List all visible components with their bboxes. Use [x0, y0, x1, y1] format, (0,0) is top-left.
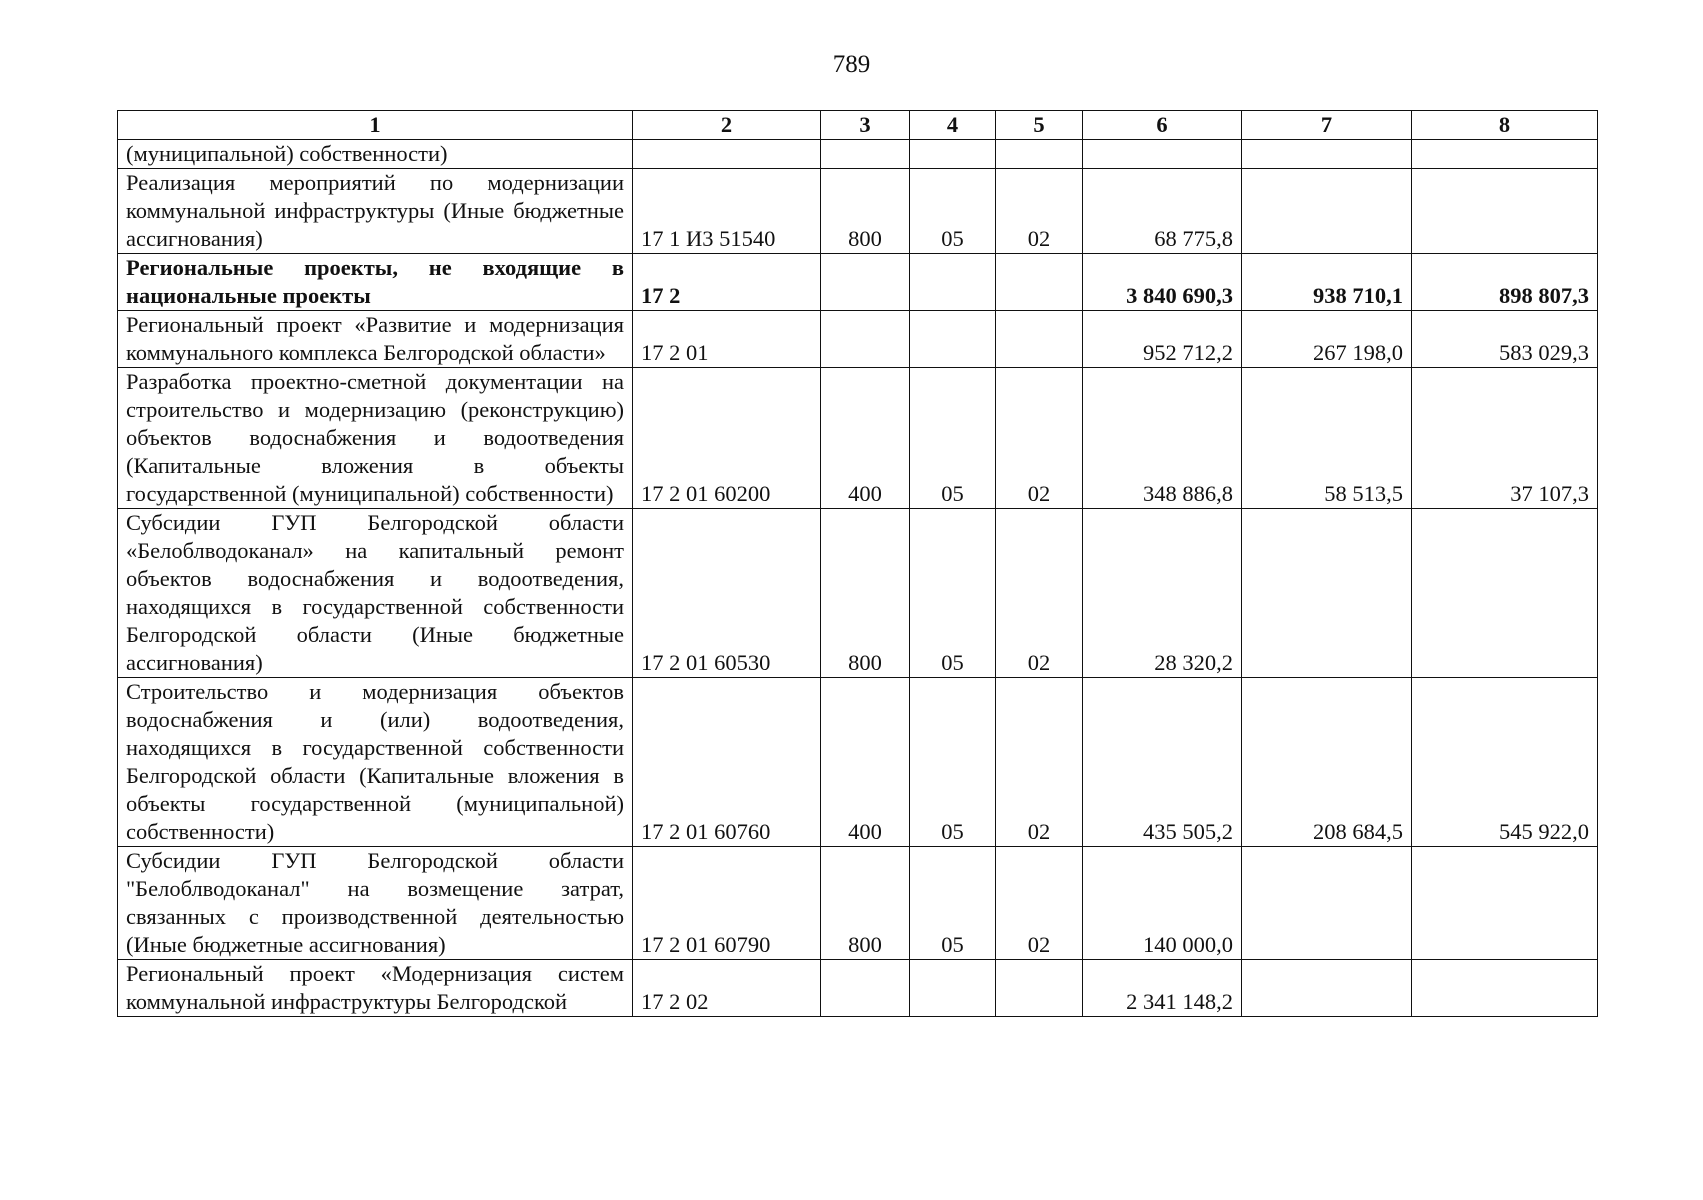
- row-col-5: 02: [996, 368, 1083, 509]
- row-col-3: 400: [821, 368, 910, 509]
- budget-table: [117, 110, 1598, 1017]
- header-row: [118, 111, 1598, 140]
- row-col-7: [1242, 169, 1412, 254]
- row-col-4: 05: [910, 678, 996, 847]
- row-code: 17 2 02: [633, 960, 821, 1017]
- row-col-5: [996, 960, 1083, 1017]
- table-row: [118, 368, 1598, 509]
- row-col-6: 28 320,2: [1083, 509, 1242, 678]
- row-name: Разработка проектно-сметной документации на строительство и модернизацию (реконструкцию) объектов водоснабжения и водоотведения (Капитальные вложения в объекты государственной (муниципальной) собственности): [118, 368, 633, 509]
- row-col-7: [1242, 847, 1412, 960]
- row-col-5: [996, 311, 1083, 368]
- row-col-4: [910, 254, 996, 311]
- row-col-3: [821, 254, 910, 311]
- row-col-4: 05: [910, 368, 996, 509]
- row-code: 17 2 01 60530: [633, 509, 821, 678]
- row-col-6: [1083, 140, 1242, 169]
- row-col-7: 58 513,5: [1242, 368, 1412, 509]
- row-name: Реализация мероприятий по модернизации коммунальной инфраструктуры (Иные бюджетные ассигнования): [118, 169, 633, 254]
- row-col-7: [1242, 960, 1412, 1017]
- row-col-6: 952 712,2: [1083, 311, 1242, 368]
- row-col-8: 583 029,3: [1412, 311, 1598, 368]
- row-col-6: 140 000,0: [1083, 847, 1242, 960]
- header-col-4: 4: [910, 111, 996, 140]
- row-name: (муниципальной) собственности): [118, 140, 633, 169]
- row-code: 17 2 01 60790: [633, 847, 821, 960]
- row-col-8: [1412, 847, 1598, 960]
- row-col-6: 348 886,8: [1083, 368, 1242, 509]
- row-col-3: 400: [821, 678, 910, 847]
- row-col-8: [1412, 960, 1598, 1017]
- row-col-5: 02: [996, 509, 1083, 678]
- row-col-3: [821, 311, 910, 368]
- row-col-8: 37 107,3: [1412, 368, 1598, 509]
- row-name: Субсидии ГУП Белгородской области «Белоблводоканал» на капитальный ремонт объектов водоснабжения и водоотведения, находящихся в государственной собственности Белгородской области (Иные бюджетные ассигнования): [118, 509, 633, 678]
- table-row: [118, 847, 1598, 960]
- header-col-5: 5: [996, 111, 1083, 140]
- table-row: [118, 311, 1598, 368]
- row-code: 17 2 01 60200: [633, 368, 821, 509]
- row-col-7: 267 198,0: [1242, 311, 1412, 368]
- table-row: [118, 678, 1598, 847]
- row-col-7: 208 684,5: [1242, 678, 1412, 847]
- row-col-3: [821, 140, 910, 169]
- row-col-8: [1412, 169, 1598, 254]
- header-col-6: 6: [1083, 111, 1242, 140]
- row-col-7: 938 710,1: [1242, 254, 1412, 311]
- row-name: Региональный проект «Развитие и модернизация коммунального комплекса Белгородской области»: [118, 311, 633, 368]
- table-row: [118, 140, 1598, 169]
- table-row: [118, 509, 1598, 678]
- row-col-3: 800: [821, 847, 910, 960]
- row-col-6: 68 775,8: [1083, 169, 1242, 254]
- row-name: Региональные проекты, не входящие в национальные проекты: [118, 254, 633, 311]
- row-col-5: [996, 254, 1083, 311]
- row-name: Региональный проект «Модернизация систем коммунальной инфраструктуры Белгородской: [118, 960, 633, 1017]
- table-row: [118, 960, 1598, 1017]
- row-col-6: 2 341 148,2: [1083, 960, 1242, 1017]
- table-row: [118, 169, 1598, 254]
- table-body: [118, 140, 1598, 1017]
- row-col-8: 898 807,3: [1412, 254, 1598, 311]
- row-col-4: [910, 960, 996, 1017]
- row-code: 17 2 01 60760: [633, 678, 821, 847]
- table-header: [118, 111, 1598, 140]
- header-col-1: 1: [118, 111, 633, 140]
- row-code: 17 2 01: [633, 311, 821, 368]
- row-col-4: 05: [910, 847, 996, 960]
- row-code: 17 1 И3 51540: [633, 169, 821, 254]
- row-name: Строительство и модернизация объектов водоснабжения и (или) водоотведения, находящихся в государственной собственности Белгородской области (Капитальные вложения в объекты государственной (муниципальной) собственности): [118, 678, 633, 847]
- row-col-4: 05: [910, 509, 996, 678]
- row-col-8: [1412, 509, 1598, 678]
- row-col-8: 545 922,0: [1412, 678, 1598, 847]
- row-col-4: [910, 311, 996, 368]
- table-row-bold: [118, 254, 1598, 311]
- row-col-5: 02: [996, 169, 1083, 254]
- page-number: 789: [832, 51, 871, 78]
- row-col-6: 3 840 690,3: [1083, 254, 1242, 311]
- row-col-3: 800: [821, 509, 910, 678]
- row-col-5: 02: [996, 678, 1083, 847]
- row-col-5: [996, 140, 1083, 169]
- row-col-4: 05: [910, 169, 996, 254]
- header-col-3: 3: [821, 111, 910, 140]
- row-code: 17 2: [633, 254, 821, 311]
- row-col-3: 800: [821, 169, 910, 254]
- row-col-7: [1242, 509, 1412, 678]
- row-col-7: [1242, 140, 1412, 169]
- row-col-3: [821, 960, 910, 1017]
- row-code: [633, 140, 821, 169]
- header-col-8: 8: [1412, 111, 1598, 140]
- row-col-5: 02: [996, 847, 1083, 960]
- row-col-8: [1412, 140, 1598, 169]
- row-name: Субсидии ГУП Белгородской области "Белоблводоканал" на возмещение затрат, связанных с производственной деятельностью (Иные бюджетные ассигнования): [118, 847, 633, 960]
- row-col-4: [910, 140, 996, 169]
- header-col-2: 2: [633, 111, 821, 140]
- header-col-7: 7: [1242, 111, 1412, 140]
- row-col-6: 435 505,2: [1083, 678, 1242, 847]
